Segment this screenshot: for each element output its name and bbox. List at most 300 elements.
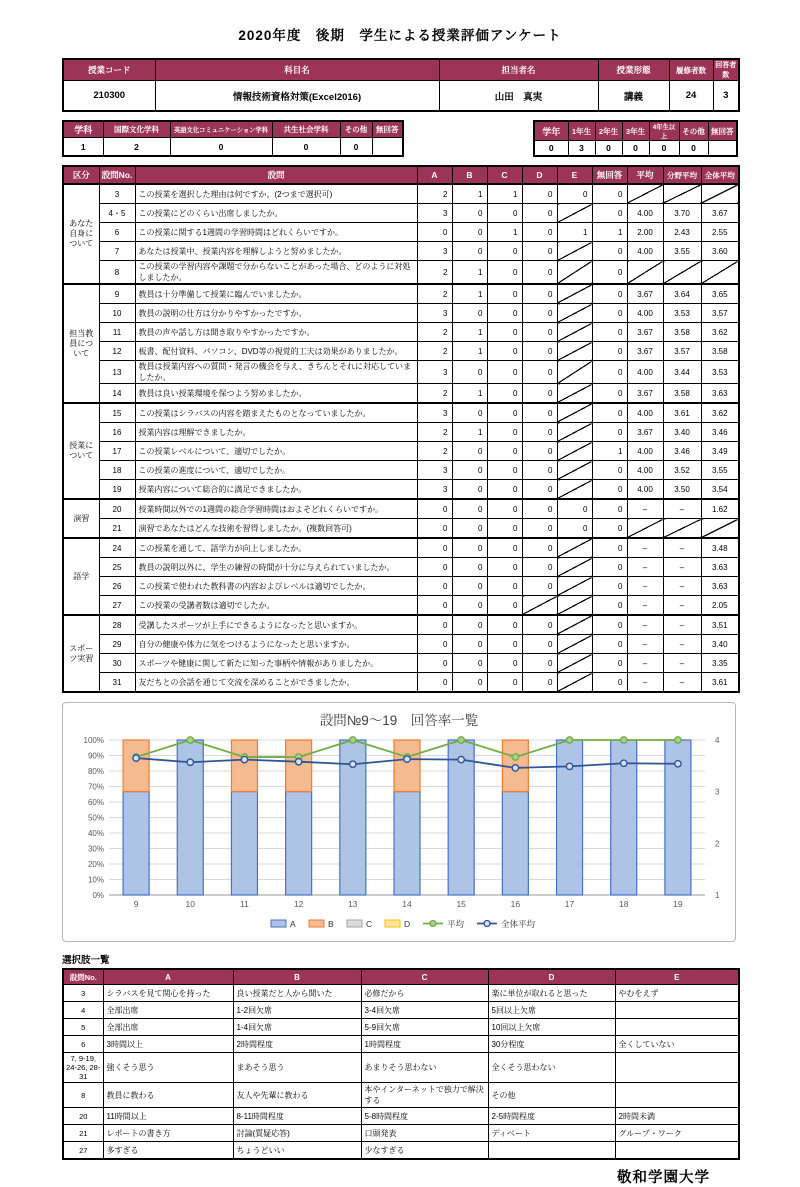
count-cell: 0 (487, 323, 522, 342)
average-cell: – (627, 635, 663, 654)
marker-平均 (350, 737, 356, 743)
survey-row (63, 654, 739, 673)
count-cell: 3 (417, 480, 452, 500)
count-cell: 1 (487, 184, 522, 204)
question-cell: 授業内容について総合的に満足できましたか。 (135, 480, 417, 500)
count-cell: 0 (487, 596, 522, 616)
choice-cell: 全くしていない (615, 1036, 739, 1053)
count-cell: 0 (452, 304, 487, 323)
count-cell: 0 (522, 615, 557, 635)
average-cell: – (627, 538, 663, 558)
average-cell: 3.57 (701, 304, 739, 323)
count-cell: 0 (452, 223, 487, 242)
value-cell: 0 (679, 141, 708, 157)
count-cell: 0 (452, 596, 487, 616)
right-axis-label: 1 (715, 891, 720, 900)
choice-cell: 全部出席 (103, 1002, 233, 1019)
count-cell: 1 (452, 284, 487, 304)
count-cell: 0 (522, 499, 557, 519)
count-cell: 0 (592, 673, 627, 693)
question-no-cell: 3 (99, 184, 135, 204)
count-cell: 0 (592, 596, 627, 616)
choice-cell: ちょうどいい (233, 1142, 361, 1160)
average-cell: 3.50 (663, 480, 701, 500)
marker-平均 (675, 737, 681, 743)
bar-segment-A (286, 792, 312, 895)
choice-cell: やむをえず (615, 985, 739, 1002)
question-no-cell: 16 (99, 423, 135, 442)
question-cell: 教員は授業内容への質問・発言の機会を与え、きちんとそれに対応していましたか。 (135, 361, 417, 384)
average-cell: 3.62 (701, 323, 739, 342)
average-cell: 3.54 (701, 480, 739, 500)
average-cell: 3.58 (663, 323, 701, 342)
header-cell: E (557, 166, 592, 184)
header-cell: A (417, 166, 452, 184)
page-title: 2020年度 後期 学生による授業評価アンケート (238, 28, 562, 43)
count-cell (557, 384, 592, 404)
average-cell: 3.35 (701, 654, 739, 673)
value-cell: 210300 (63, 81, 155, 112)
choices-table (62, 968, 740, 1160)
x-axis-label: 17 (564, 899, 575, 909)
count-cell: 2 (417, 342, 452, 361)
count-cell: 0 (522, 558, 557, 577)
course-info-table (62, 58, 740, 112)
count-cell: 0 (522, 361, 557, 384)
question-no-cell: 26 (99, 577, 135, 596)
average-cell: – (627, 673, 663, 693)
response-rate-chart (62, 702, 736, 942)
count-cell: 2 (417, 261, 452, 285)
survey-row (63, 323, 739, 342)
header-cell: 設問No. (99, 166, 135, 184)
value-cell: 0 (649, 141, 679, 157)
count-cell: 0 (452, 461, 487, 480)
question-no-cell: 27 (99, 596, 135, 616)
average-cell: 4.00 (627, 204, 663, 223)
count-cell: 0 (592, 204, 627, 223)
count-cell (557, 204, 592, 223)
average-cell: 3.58 (701, 342, 739, 361)
header-cell: 分野平均 (663, 166, 701, 184)
survey-row (63, 261, 739, 285)
count-cell: 0 (522, 519, 557, 539)
count-cell (557, 304, 592, 323)
count-cell: 2 (417, 423, 452, 442)
count-cell: 0 (592, 384, 627, 404)
count-cell: 0 (592, 480, 627, 500)
x-axis-label: 9 (133, 899, 139, 909)
choice-cell (488, 1142, 615, 1160)
header-cell: C (487, 166, 522, 184)
count-cell: 3 (417, 461, 452, 480)
survey-row (63, 342, 739, 361)
choices-row (63, 1108, 739, 1125)
count-cell: 0 (417, 577, 452, 596)
question-no-cell: 28 (99, 615, 135, 635)
count-cell: 0 (452, 499, 487, 519)
count-cell: 0 (452, 204, 487, 223)
count-cell: 0 (452, 558, 487, 577)
question-cell: 演習であなたはどんな技術を習得しましたか。(複数回答可) (135, 519, 417, 539)
choice-cell: 2時間程度 (233, 1036, 361, 1053)
mini-value-row (63, 138, 403, 157)
choice-cell: 5-9回欠席 (361, 1019, 488, 1036)
count-cell: 0 (452, 480, 487, 500)
survey-header-row (63, 166, 739, 184)
average-cell: 3.44 (663, 361, 701, 384)
count-cell: 0 (592, 304, 627, 323)
survey-row (63, 304, 739, 323)
survey-row (63, 442, 739, 461)
right-axis-label: 2 (715, 839, 720, 849)
survey-row (63, 538, 739, 558)
average-cell: 3.52 (663, 461, 701, 480)
survey-row (63, 596, 739, 616)
choice-cell: 本やインターネットで独力で解決する (361, 1083, 488, 1108)
question-no-cell: 21 (99, 519, 135, 539)
header-cell: E (615, 969, 739, 985)
average-cell (701, 184, 739, 204)
survey-row (63, 284, 739, 304)
count-cell: 3 (417, 242, 452, 261)
choice-cell: あまりそう思わない (361, 1053, 488, 1083)
average-cell: 3.67 (627, 323, 663, 342)
count-cell: 1 (452, 184, 487, 204)
question-no-cell: 3 (63, 985, 103, 1002)
legend-label: 平均 (447, 919, 465, 929)
grade-table (533, 120, 738, 157)
header-cell: 全体平均 (701, 166, 739, 184)
count-cell (557, 596, 592, 616)
count-cell (557, 442, 592, 461)
marker-全体平均 (621, 760, 627, 766)
average-cell: 4.00 (627, 361, 663, 384)
question-cell: 教員は十分準備して授業に臨んでいましたか。 (135, 284, 417, 304)
left-axis-label: 60% (87, 798, 104, 807)
choice-cell: 3時間以上 (103, 1036, 233, 1053)
question-no-cell: 6 (63, 1036, 103, 1053)
survey-row (63, 558, 739, 577)
header-cell: 設問No. (63, 969, 103, 985)
count-cell: 0 (487, 384, 522, 404)
question-no-cell: 17 (99, 442, 135, 461)
count-cell: 0 (487, 480, 522, 500)
side-label-cell: 学科 (63, 121, 103, 138)
left-axis-label: 90% (87, 751, 104, 761)
question-cell: 自分の健康や体力に気をつけるようになったと思いますか。 (135, 635, 417, 654)
x-axis-label: 14 (402, 899, 412, 909)
average-cell: – (663, 596, 701, 616)
x-axis-label: 11 (240, 899, 249, 909)
count-cell (557, 361, 592, 384)
left-axis-label: 100% (83, 736, 104, 745)
count-cell: 0 (417, 558, 452, 577)
choice-cell: グループ・ワーク (615, 1125, 739, 1142)
left-axis-label: 40% (87, 829, 104, 838)
count-cell: 0 (522, 284, 557, 304)
count-cell: 0 (592, 323, 627, 342)
count-cell: 1 (592, 442, 627, 461)
count-cell: 0 (557, 184, 592, 204)
question-no-cell: 31 (99, 673, 135, 693)
count-cell: 0 (452, 403, 487, 423)
average-cell: 4.00 (627, 403, 663, 423)
question-no-cell: 19 (99, 480, 135, 500)
x-axis-label: 19 (673, 899, 683, 909)
count-cell (557, 242, 592, 261)
choice-cell: 全くそう思わない (488, 1053, 615, 1083)
count-cell: 0 (487, 304, 522, 323)
choice-cell: 教員に教わる (103, 1083, 233, 1108)
choice-cell: 強くそう思う (103, 1053, 233, 1083)
question-no-cell: 14 (99, 384, 135, 404)
header-cell: 無回答 (592, 166, 627, 184)
bar-segment-A (502, 792, 528, 895)
question-cell: 教員の説明以外に、学生の練習の時間が十分に与えられていましたか。 (135, 558, 417, 577)
count-cell: 0 (487, 673, 522, 693)
side-label-cell: 学年 (534, 121, 568, 141)
average-cell (663, 261, 701, 285)
count-cell: 0 (592, 403, 627, 423)
bar-segment-B (123, 740, 149, 792)
x-axis-label: 13 (348, 899, 358, 909)
value-cell: 3 (713, 81, 739, 112)
count-cell: 0 (487, 558, 522, 577)
legend-swatch-C (347, 920, 362, 927)
value-cell: 1 (63, 138, 103, 157)
question-no-cell: 8 (63, 1083, 103, 1108)
average-cell: – (663, 635, 701, 654)
choice-cell: 討論(質疑応答) (233, 1125, 361, 1142)
header-cell: 平均 (627, 166, 663, 184)
marker-全体平均 (458, 756, 464, 762)
university-logo-text: 敬和学園大学 (617, 1170, 710, 1186)
average-cell: 2.43 (663, 223, 701, 242)
count-cell: 0 (522, 204, 557, 223)
survey-row (63, 480, 739, 500)
survey-row (63, 242, 739, 261)
header-cell: 授業形態 (598, 59, 669, 81)
count-cell: 0 (557, 519, 592, 539)
count-cell: 2 (417, 442, 452, 461)
left-axis-label: 50% (87, 813, 104, 823)
choice-cell: まあそう思う (233, 1053, 361, 1083)
count-cell: 1 (452, 423, 487, 442)
count-cell: 0 (452, 635, 487, 654)
bar-segment-A (123, 792, 149, 895)
count-cell: 0 (487, 461, 522, 480)
question-cell: 教員の声や話し方は聞き取りやすかったですか。 (135, 323, 417, 342)
count-cell (557, 577, 592, 596)
question-no-cell: 25 (99, 558, 135, 577)
count-cell: 0 (592, 577, 627, 596)
choice-cell: 良い授業だと人から聞いた (233, 985, 361, 1002)
count-cell: 0 (487, 423, 522, 442)
survey-row (63, 423, 739, 442)
question-no-cell: 6 (99, 223, 135, 242)
legend-label: D (404, 919, 411, 929)
header-cell: A (103, 969, 233, 985)
x-axis-label: 15 (456, 899, 466, 909)
count-cell: 3 (417, 204, 452, 223)
choice-cell (615, 1053, 739, 1083)
average-cell (627, 261, 663, 285)
average-cell: 4.00 (627, 304, 663, 323)
count-cell (557, 615, 592, 635)
count-cell: 1 (452, 384, 487, 404)
legend-swatch-A (271, 920, 286, 927)
count-cell: 0 (417, 538, 452, 558)
average-cell: 3.63 (701, 577, 739, 596)
average-cell: 4.00 (627, 442, 663, 461)
marker-全体平均 (512, 765, 518, 771)
marker-全体平均 (241, 756, 247, 762)
value-cell: 山田 真実 (439, 81, 598, 112)
count-cell: 1 (557, 223, 592, 242)
count-cell: 2 (417, 284, 452, 304)
question-no-cell: 10 (99, 304, 135, 323)
count-cell: 0 (592, 519, 627, 539)
count-cell (557, 635, 592, 654)
choice-cell: レポートの書き方 (103, 1125, 233, 1142)
header-cell: B (233, 969, 361, 985)
count-cell: 0 (592, 261, 627, 285)
survey-row (63, 615, 739, 635)
choice-cell: 友人や先輩に教わる (233, 1083, 361, 1108)
choices-row (63, 1036, 739, 1053)
average-cell: 3.67 (627, 384, 663, 404)
average-cell: – (663, 538, 701, 558)
question-cell: この授業を選択した理由は何ですか。(2つまで選択可) (135, 184, 417, 204)
choice-cell: 2時間未満 (615, 1108, 739, 1125)
average-cell (627, 519, 663, 539)
count-cell (557, 423, 592, 442)
header-cell: D (488, 969, 615, 985)
question-no-cell: 18 (99, 461, 135, 480)
count-cell: 0 (522, 242, 557, 261)
bar-segment-B (231, 740, 257, 792)
question-cell: 授業時間以外での1週間の総合学習時間はおよそどれくらいですか。 (135, 499, 417, 519)
count-cell (557, 461, 592, 480)
count-cell: 0 (487, 361, 522, 384)
average-cell: 4.00 (627, 461, 663, 480)
choice-cell: 1時間程度 (361, 1036, 488, 1053)
count-cell: 0 (417, 673, 452, 693)
count-cell: 0 (487, 442, 522, 461)
count-cell: 2 (417, 384, 452, 404)
chart-title: 設問№9〜19 回答率一覧 (319, 713, 479, 728)
choices-row (63, 1083, 739, 1108)
right-axis-label: 3 (715, 787, 720, 797)
value-cell: 0 (534, 141, 568, 157)
count-cell (557, 673, 592, 693)
question-cell: 板書、配付資料、パソコン、DVD等の視覚的工夫は効果がありましたか。 (135, 342, 417, 361)
average-cell: 3.63 (701, 558, 739, 577)
choice-cell: その他 (488, 1083, 615, 1108)
survey-row (63, 461, 739, 480)
choices-row (63, 1053, 739, 1083)
choice-cell: 11時間以上 (103, 1108, 233, 1125)
count-cell: 0 (417, 499, 452, 519)
value-cell: 3 (568, 141, 595, 157)
question-no-cell: 13 (99, 361, 135, 384)
marker-全体平均 (404, 756, 410, 762)
question-cell: 受講したスポーツが上手にできるようになったと思いますか。 (135, 615, 417, 635)
count-cell: 0 (592, 342, 627, 361)
mini-header-row (534, 121, 737, 141)
x-axis-label: 18 (618, 899, 629, 909)
question-no-cell: 8 (99, 261, 135, 285)
count-cell: 0 (592, 461, 627, 480)
bar-segment-A (394, 792, 420, 895)
count-cell: 1 (592, 223, 627, 242)
course-value-row (63, 81, 739, 112)
choice-cell: 2-5時間程度 (488, 1108, 615, 1125)
count-cell: 0 (522, 184, 557, 204)
question-no-cell: 5 (63, 1019, 103, 1036)
choice-cell: ディベート (488, 1125, 615, 1142)
count-cell: 0 (487, 342, 522, 361)
choice-cell: 5回以上欠席 (488, 1002, 615, 1019)
average-cell: 3.46 (701, 423, 739, 442)
marker-平均 (566, 737, 572, 743)
count-cell: 0 (522, 223, 557, 242)
left-axis-label: 80% (87, 767, 104, 776)
legend-label: C (366, 919, 373, 929)
count-cell: 0 (417, 635, 452, 654)
value-cell: 0 (340, 138, 372, 157)
count-cell: 0 (417, 596, 452, 616)
question-no-cell: 20 (63, 1108, 103, 1125)
choice-cell: 30分程度 (488, 1036, 615, 1053)
header-cell: 国際文化学科 (103, 121, 170, 138)
course-header-row (63, 59, 739, 81)
average-cell: 3.40 (663, 423, 701, 442)
count-cell (557, 261, 592, 285)
count-cell (557, 323, 592, 342)
choice-cell: 少なすぎる (361, 1142, 488, 1160)
value-cell: 2 (103, 138, 170, 157)
count-cell: 0 (522, 577, 557, 596)
question-no-cell: 7, 9-19, 24-26, 28-31 (63, 1053, 103, 1083)
question-cell: 教員の説明の仕方は分かりやすかったですか。 (135, 304, 417, 323)
choices-table-title: 選択肢一覧 (62, 955, 110, 966)
choice-cell (615, 1083, 739, 1108)
count-cell (522, 596, 557, 616)
header-cell: 2年生 (595, 121, 622, 141)
marker-全体平均 (187, 759, 193, 765)
count-cell (557, 284, 592, 304)
average-cell: 3.61 (663, 403, 701, 423)
left-axis-label: 30% (87, 844, 104, 854)
question-no-cell: 27 (63, 1142, 103, 1160)
choice-cell: 10回以上欠席 (488, 1019, 615, 1036)
value-cell: 0 (272, 138, 340, 157)
category-cell: 演習 (63, 499, 99, 538)
value-cell: 0 (170, 138, 272, 157)
average-cell: 3.55 (663, 242, 701, 261)
count-cell: 0 (487, 284, 522, 304)
average-cell: 3.67 (627, 284, 663, 304)
survey-row (63, 361, 739, 384)
count-cell: 0 (487, 654, 522, 673)
count-cell: 0 (522, 304, 557, 323)
header-cell: B (452, 166, 487, 184)
average-cell: 4.00 (627, 480, 663, 500)
count-cell: 2 (417, 184, 452, 204)
value-cell: 24 (669, 81, 713, 112)
